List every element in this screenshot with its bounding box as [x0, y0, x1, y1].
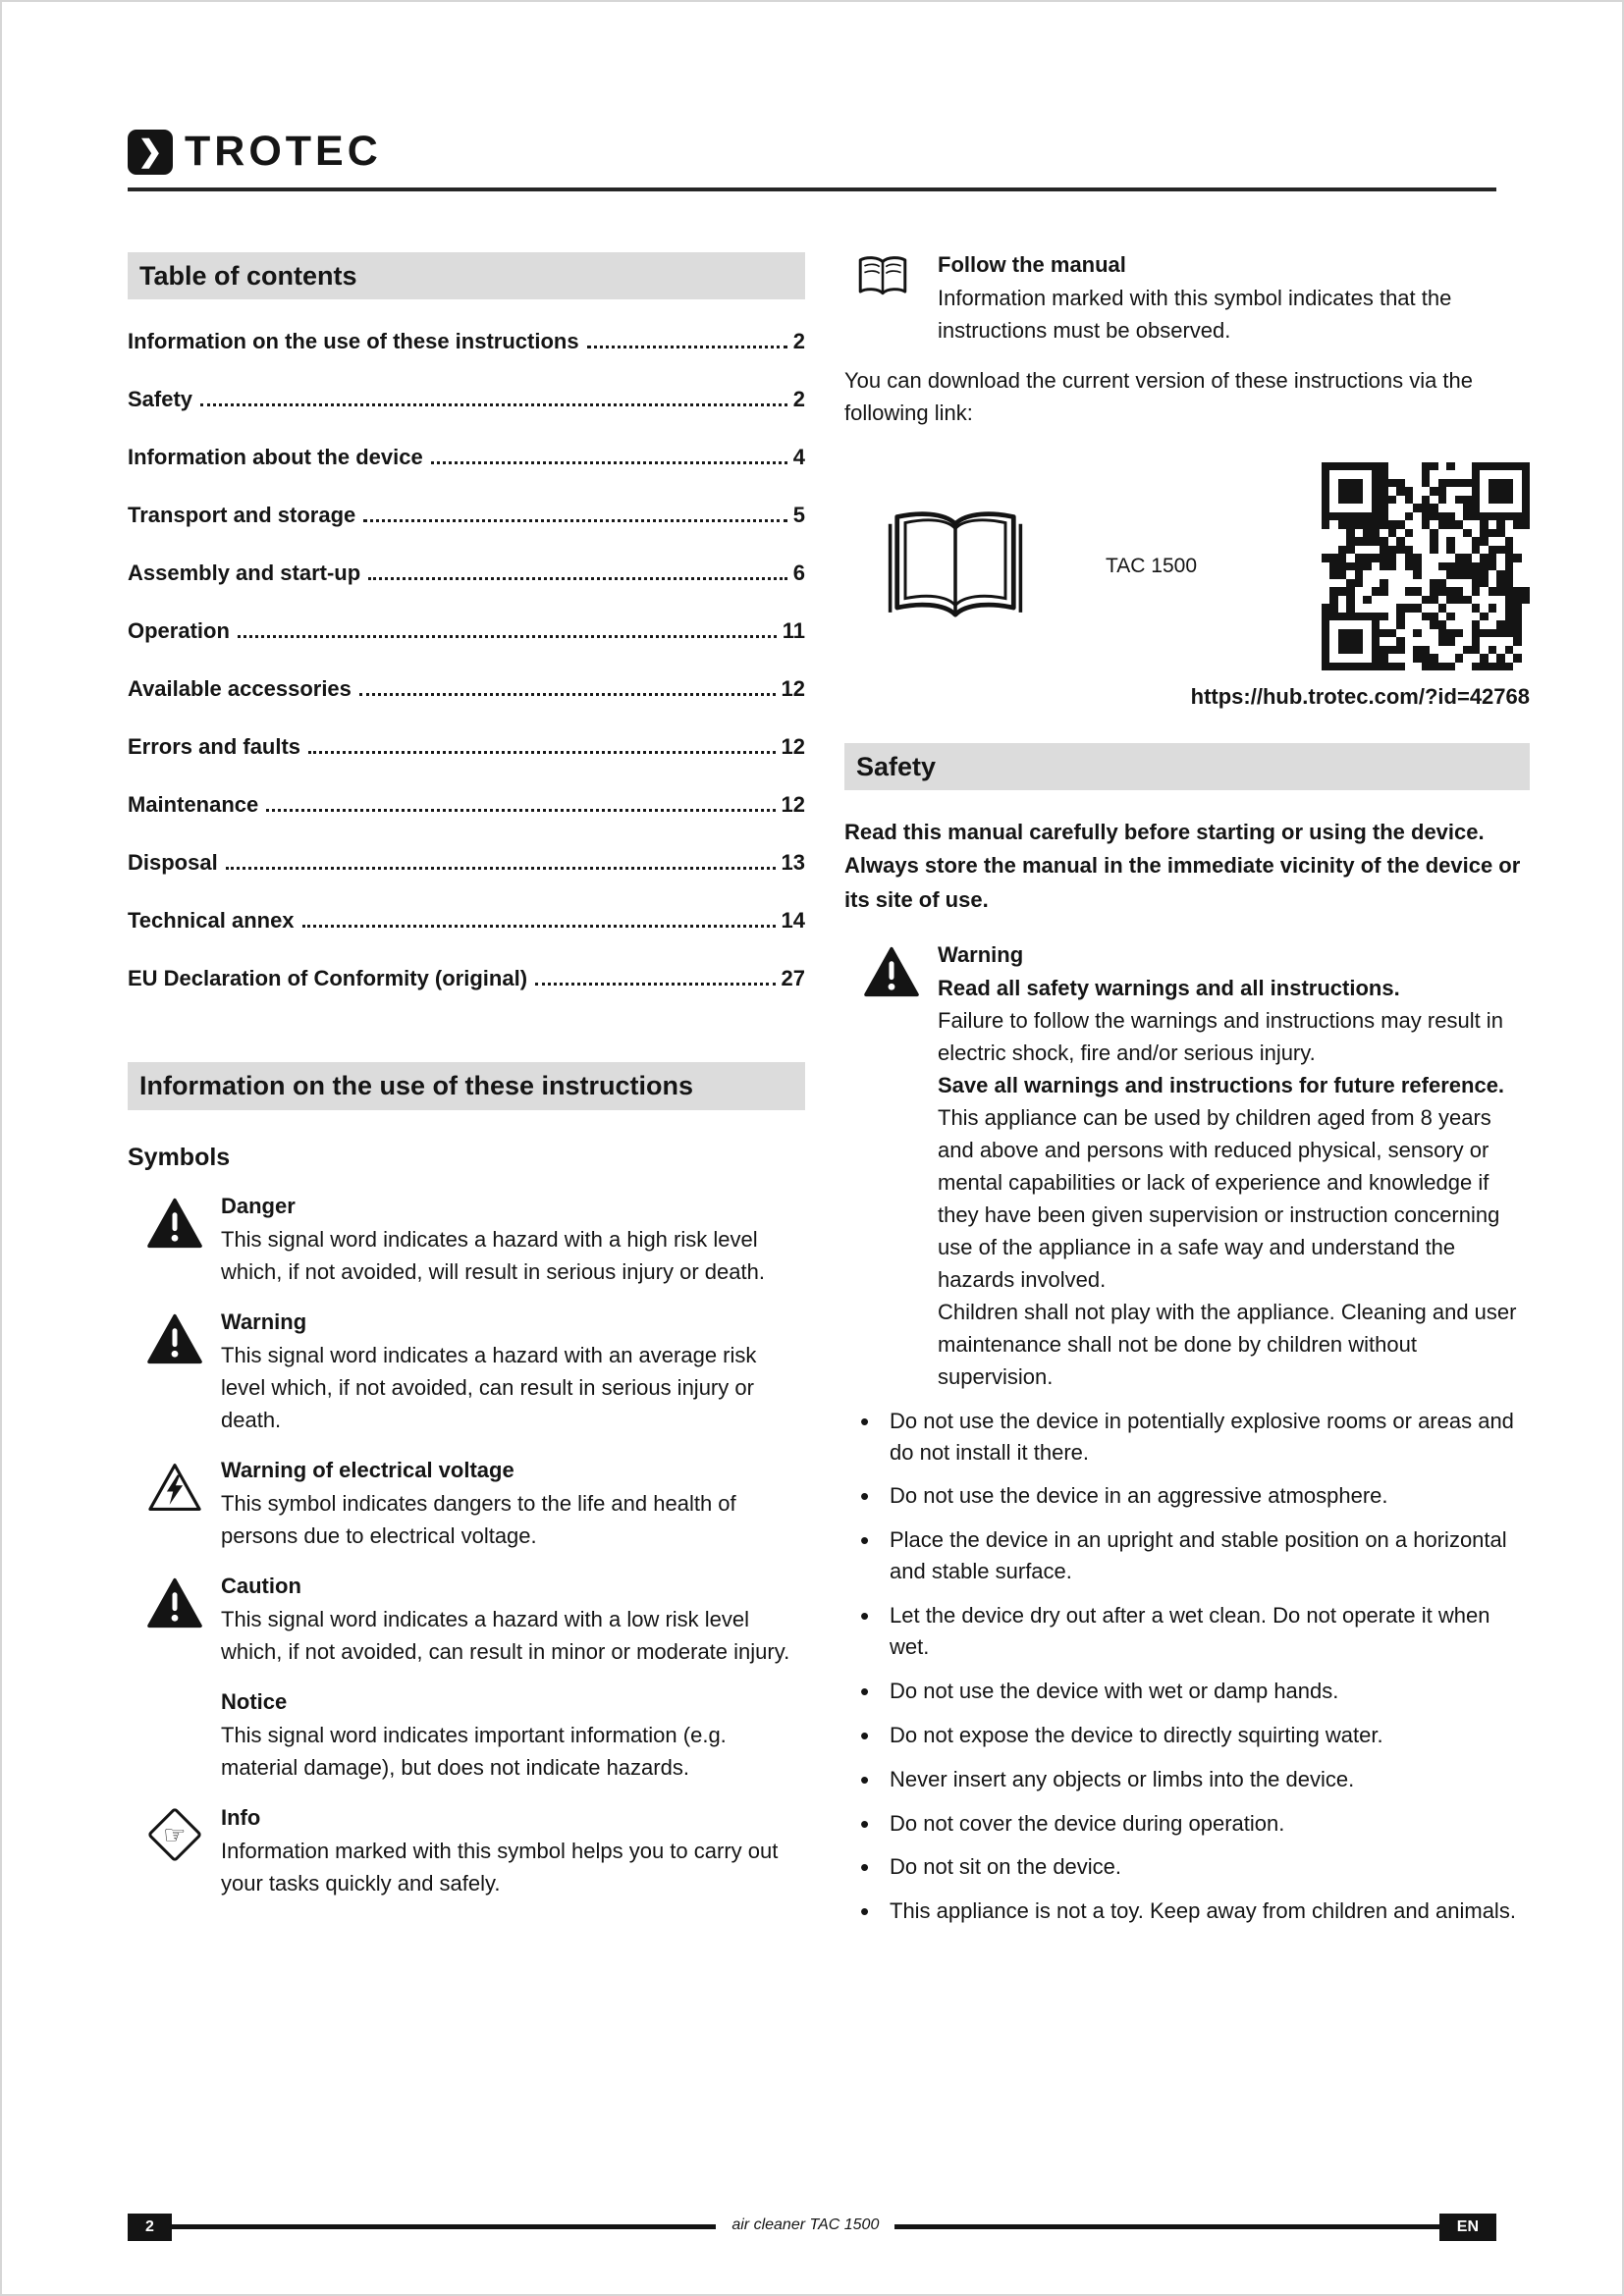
toc-title-bar: Table of contents [128, 252, 805, 299]
empty-icon-cell [128, 1689, 221, 1784]
danger-triangle-icon [146, 1198, 203, 1249]
manual-link[interactable]: https://hub.trotec.com/?id=42768 [1190, 684, 1530, 709]
info-diamond-icon: ☞ [146, 1806, 202, 1862]
toc-entry-label: Information on the use of these instructions [128, 329, 579, 354]
toc-page-number: 12 [781, 676, 805, 702]
toc-entry-label: Errors and faults [128, 734, 301, 760]
toc-entry-label: EU Declaration of Conformity (original) [128, 966, 528, 991]
warning-paragraph: Failure to follow the warnings and instructions may result in electric shock, fire and/or serious injury. [938, 1007, 1503, 1065]
manual-download-row [844, 462, 1530, 670]
toc-dots [363, 519, 786, 522]
warning-triangle-icon [863, 946, 920, 997]
device-model-label: TAC 1500 [1106, 555, 1197, 577]
safety-bullet: • Place the device in an upright and stable position on a horizontal and stable surface. [844, 1524, 1530, 1587]
safety-title-bar: Safety [844, 743, 1530, 790]
symbol-title: Caution [221, 1573, 301, 1598]
symbol-block-electrical-voltage [128, 1458, 805, 1552]
caution-triangle-icon [146, 1577, 203, 1629]
safety-intro: Read this manual carefully before starting or using the device. Always store the manual in the immediate vicinity of the device or its site of use. [844, 820, 1521, 912]
toc-page-number: 5 [792, 503, 805, 528]
toc-row [128, 445, 805, 470]
symbol-text: This signal word indicates a hazard with an average risk level which, if not avoided, can result in serious injury or death. [221, 1342, 757, 1432]
toc-page-number: 12 [781, 792, 805, 818]
symbol-text: This signal word indicates a hazard with a high risk level which, if not avoided, will result in serious injury or death. [221, 1226, 765, 1284]
footer-page-number: 2 [128, 2214, 172, 2241]
toc-entry-label: Technical annex [128, 908, 295, 934]
toc-list [128, 329, 805, 991]
safety-bullet: • Do not sit on the device. [844, 1851, 1530, 1883]
toc-page-number: 13 [781, 850, 805, 876]
symbol-block-warning [128, 1309, 805, 1436]
toc-dots [587, 346, 787, 348]
toc-page-number: 12 [781, 734, 805, 760]
symbol-title: Warning [221, 1308, 307, 1334]
toc-row [128, 908, 805, 934]
footer-rule [172, 2224, 716, 2229]
warning-paragraph: Children shall not play with the appliance. Cleaning and user maintenance shall not be done by children without supervision. [938, 1299, 1517, 1389]
toc-entry-label: Information about the device [128, 445, 423, 470]
warning-paragraph: Save all warnings and instructions for future reference. [938, 1072, 1505, 1097]
toc-page-number: 2 [792, 387, 805, 412]
symbol-block-caution [128, 1574, 805, 1668]
footer-rule [894, 2224, 1438, 2229]
toc-row [128, 618, 805, 644]
toc-dots [431, 461, 787, 464]
open-book-small-icon [856, 254, 909, 297]
toc-entry-label: Transport and storage [128, 503, 356, 528]
toc-dots [302, 925, 776, 928]
trotec-logo [128, 128, 1496, 176]
header-rule [128, 187, 1496, 191]
toc-entry-label: Disposal [128, 850, 218, 876]
warning-triangle-icon [146, 1313, 203, 1364]
toc-entry-label: Available accessories [128, 676, 352, 702]
toc-page-number: 2 [792, 329, 805, 354]
symbol-title: Info [221, 1804, 261, 1830]
open-book-large-icon [874, 505, 1037, 628]
toc-dots [226, 867, 776, 870]
safety-bullet: • Let the device dry out after a wet clean. Do not operate it when wet. [844, 1600, 1530, 1663]
symbol-text: This symbol indicates dangers to the life and health of persons due to electrical voltage. [221, 1490, 736, 1548]
toc-row [128, 561, 805, 586]
page-footer [128, 2214, 1496, 2241]
safety-bullet: • Do not use the device in an aggressive atmosphere. [844, 1480, 1530, 1512]
toc-dots [359, 693, 776, 696]
toc-row [128, 503, 805, 528]
right-column [844, 252, 1530, 1927]
follow-manual-text: Information marked with this symbol indicates that the instructions must be observed. [938, 286, 1452, 343]
brand-name: TROTEC [185, 128, 382, 175]
toc-entry-label: Operation [128, 618, 230, 644]
toc-dots [535, 983, 775, 986]
footer-lang-badge: EN [1439, 2214, 1496, 2241]
safety-bullet: • Do not use the device with wet or damp hands. [844, 1676, 1530, 1707]
download-instructions-text: You can download the current version of these instructions via the following link: [844, 368, 1474, 425]
left-column [128, 252, 805, 1927]
safety-bullet: • Do not expose the device to directly squirting water. [844, 1720, 1530, 1751]
safety-warning-block [844, 942, 1530, 1393]
follow-manual-title: Follow the manual [938, 252, 1126, 277]
page-header [2, 2, 1622, 191]
toc-dots [266, 809, 775, 812]
safety-bullet: • Never insert any objects or limbs into the device. [844, 1764, 1530, 1795]
instructions-title-bar: Information on the use of these instructions [128, 1062, 805, 1109]
logo-chevron-icon: ❯ [128, 130, 173, 175]
follow-manual-block [844, 252, 1530, 347]
toc-page-number: 6 [792, 561, 805, 586]
toc-entry-label: Maintenance [128, 792, 259, 818]
warning-label: Warning [938, 941, 1024, 967]
toc-dots [368, 577, 787, 580]
symbol-block-info [128, 1805, 805, 1899]
toc-page-number: 27 [781, 966, 805, 991]
toc-row [128, 966, 805, 991]
symbol-text: Information marked with this symbol helps you to carry out your tasks quickly and safely. [221, 1838, 779, 1896]
toc-row [128, 734, 805, 760]
toc-page-number: 4 [792, 445, 805, 470]
safety-bullet-list [844, 1406, 1530, 1928]
toc-page-number: 14 [781, 908, 805, 934]
footer-doc-title: air cleaner TAC 1500 [731, 2216, 880, 2233]
toc-row [128, 850, 805, 876]
symbol-title: Danger [221, 1193, 296, 1218]
warning-paragraph: Read all safety warnings and all instructions. [938, 975, 1400, 1000]
toc-dots [238, 635, 777, 638]
symbol-text: This signal word indicates a hazard with a low risk level which, if not avoided, can result in minor or moderate injury. [221, 1606, 790, 1664]
safety-bullet: • Do not cover the device during operation. [844, 1808, 1530, 1840]
toc-entry-label: Assembly and start-up [128, 561, 361, 586]
symbol-title: Notice [221, 1688, 288, 1714]
toc-row [128, 329, 805, 354]
symbol-title: Warning of electrical voltage [221, 1457, 514, 1482]
toc-page-number: 11 [782, 618, 805, 644]
toc-dots [200, 403, 787, 406]
qr-code [1322, 462, 1530, 670]
symbol-text: This signal word indicates important information (e.g. material damage), but does not indicate hazards. [221, 1722, 727, 1780]
symbol-block-danger [128, 1194, 805, 1288]
toc-row [128, 792, 805, 818]
symbol-block-notice [128, 1689, 805, 1784]
warning-paragraph: This appliance can be used by children aged from 8 years and above and persons with reduced physical, sensory or mental capabilities or lack of experience and knowledge if they have been given supervision or instruction concerning use of the appliance in a safe way and understand the hazards involved. [938, 1104, 1500, 1292]
electrical-voltage-icon [146, 1462, 203, 1513]
content-columns [2, 252, 1622, 1927]
toc-entry-label: Safety [128, 387, 193, 412]
toc-row [128, 676, 805, 702]
toc-row [128, 387, 805, 412]
toc-dots [308, 751, 775, 754]
safety-bullet: • Do not use the device in potentially explosive rooms or areas and do not install it there. [844, 1406, 1530, 1468]
symbols-heading: Symbols [128, 1143, 231, 1171]
safety-bullet: • This appliance is not a toy. Keep away from children and animals. [844, 1896, 1530, 1927]
